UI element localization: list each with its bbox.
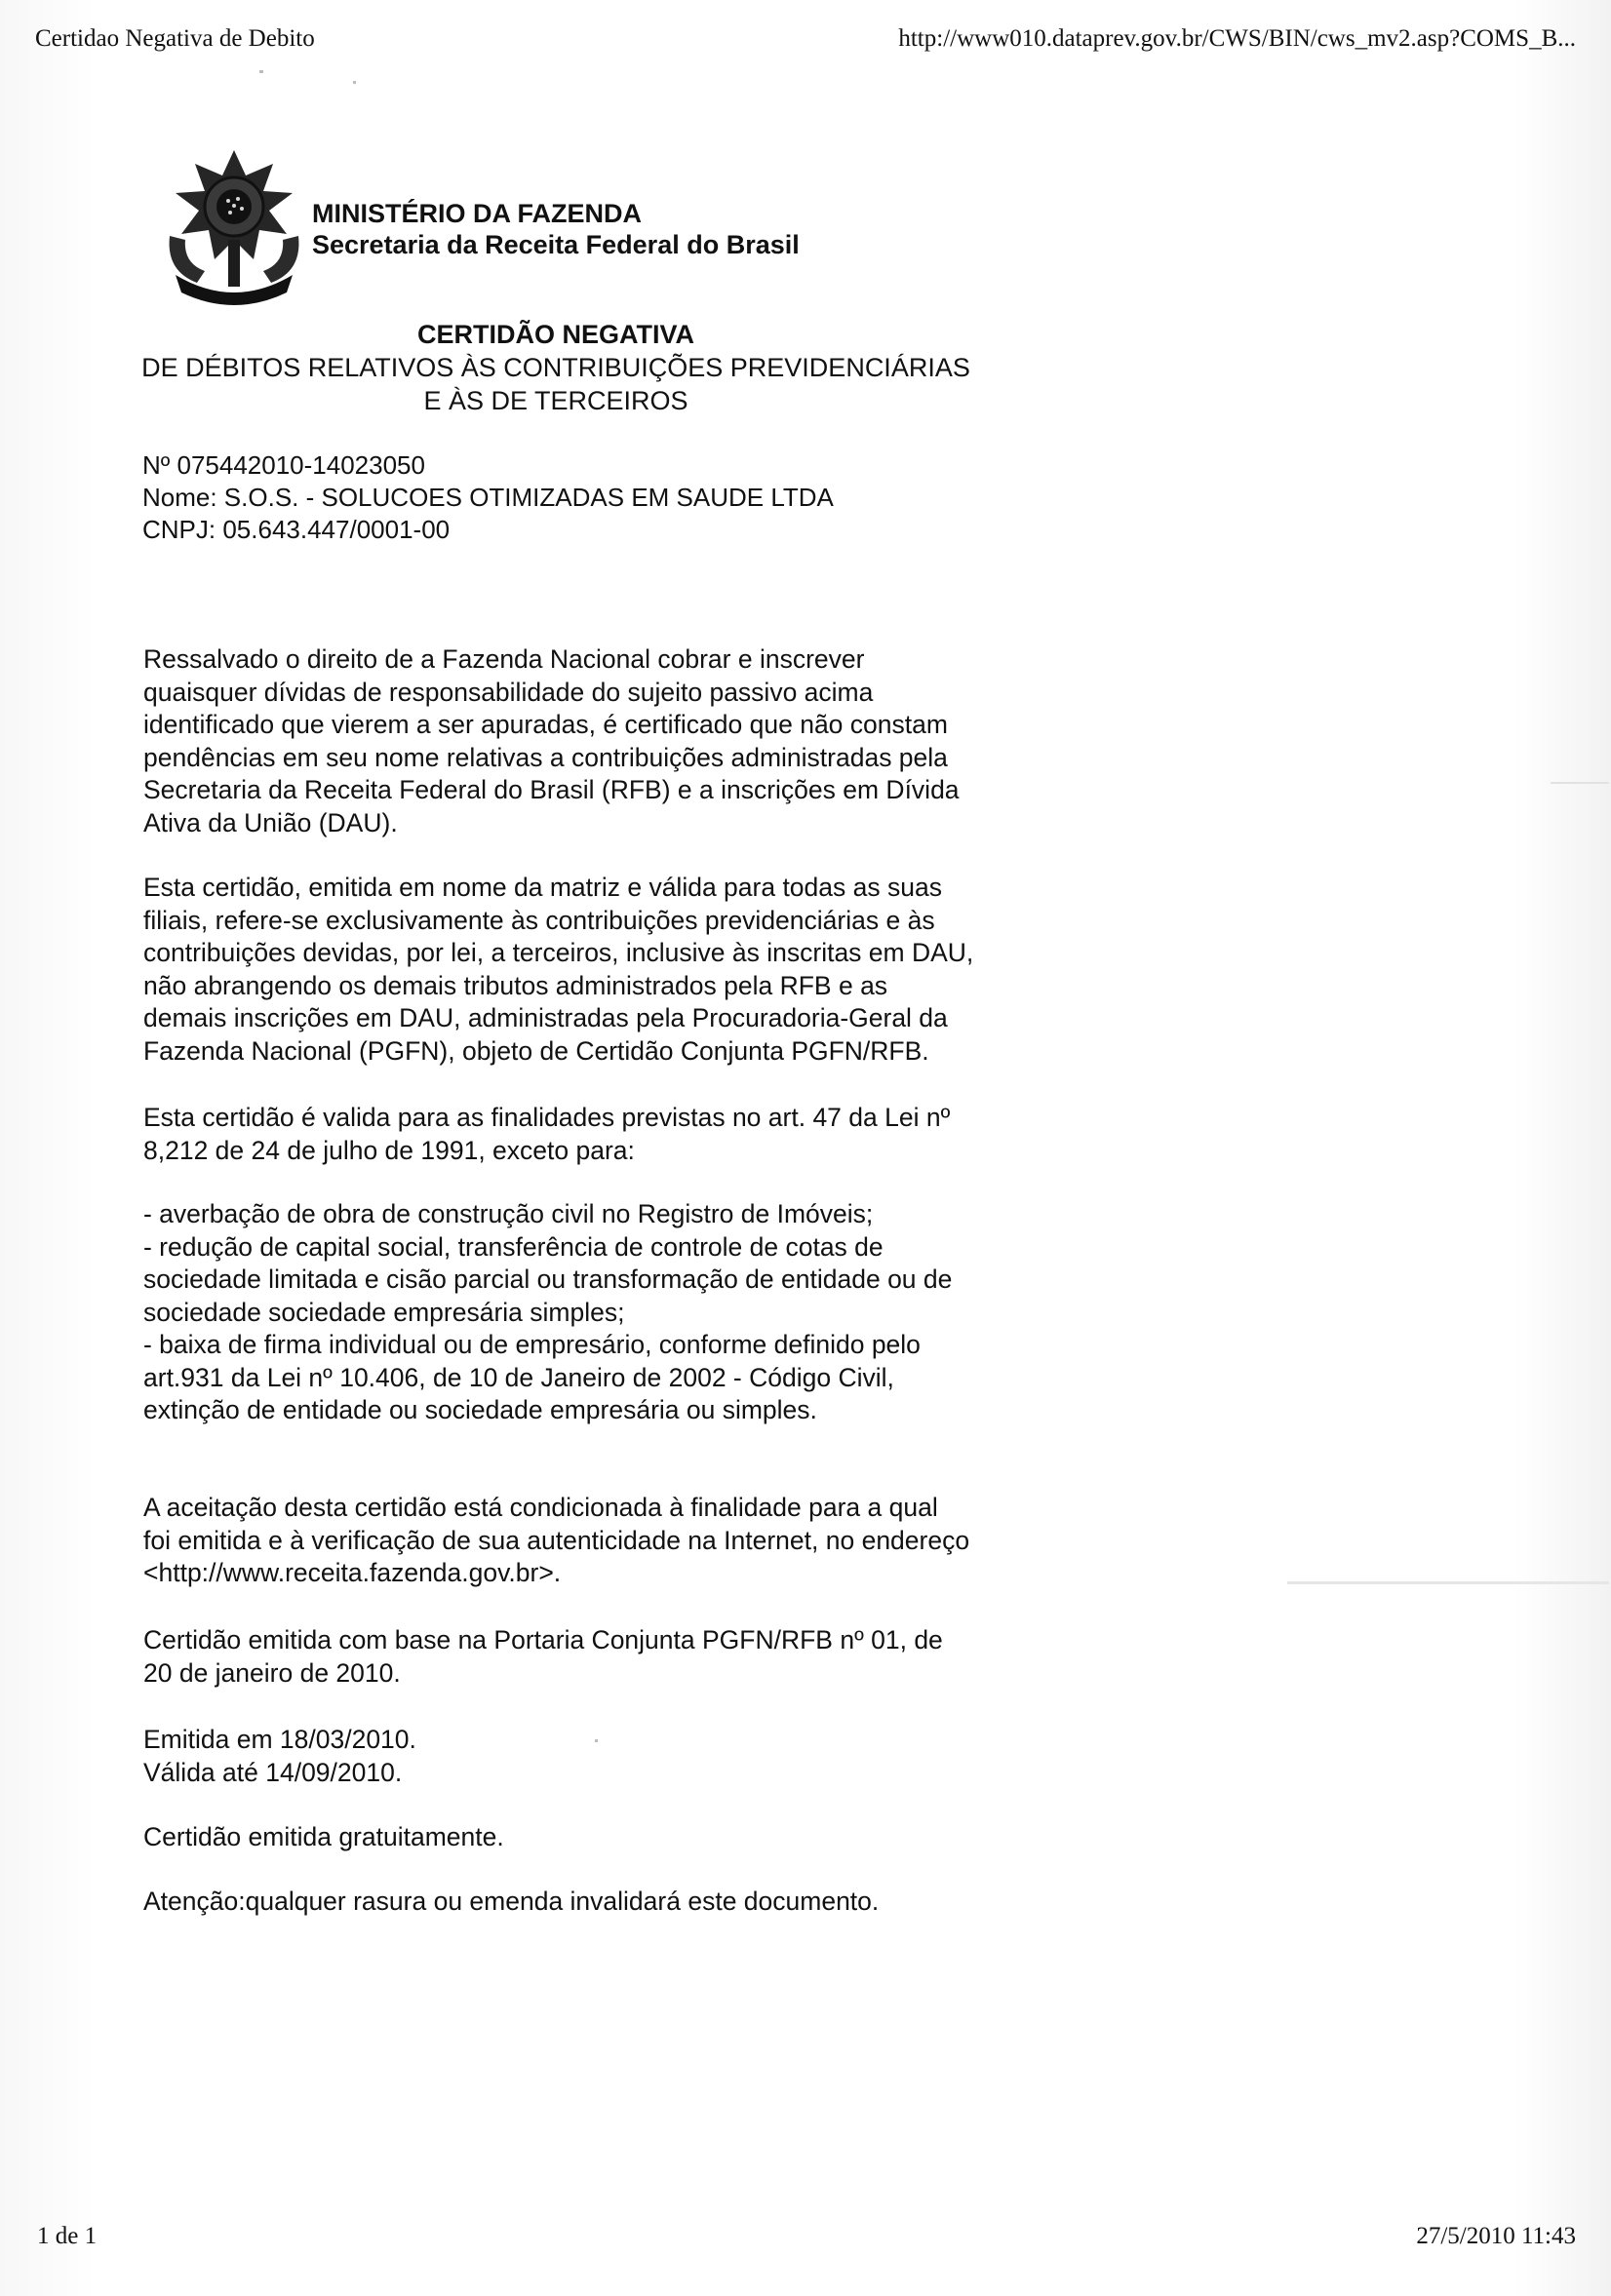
issue-dates <box>143 1724 1002 1789</box>
text-line: Esta certidão é valida para as finalidades previstas no art. 47 da Lei nº <box>143 1103 951 1132</box>
text-line: <http://www.receita.fazenda.gov.br>. <box>143 1558 562 1587</box>
scan-line <box>1287 1581 1609 1584</box>
text-line: Certidão emitida com base na Portaria Conjunta PGFN/RFB nº 01, de <box>143 1625 943 1654</box>
text-line: Esta certidão, emitida em nome da matriz e válida para todas as suas <box>143 873 942 902</box>
text-line: - averbação de obra de construção civil no Registro de Imóveis; <box>143 1199 874 1228</box>
text-line: filiais, refere-se exclusivamente às contribuições previdenciárias e às <box>143 905 935 935</box>
text-line: 8,212 de 24 de julho de 1991, exceto para: <box>143 1135 635 1165</box>
text-line: Fazenda Nacional (PGFN), objeto de Certidão Conjunta PGFN/RFB. <box>143 1035 929 1066</box>
text-line: 20 de janeiro de 2010. <box>143 1657 401 1688</box>
text-line: Secretaria da Receita Federal do Brasil (RFB) e a inscrições em Dívida <box>143 775 960 804</box>
certificate-title-block <box>137 318 975 417</box>
browser-page-title: Certidao Negativa de Debito <box>35 25 315 52</box>
text-line: demais inscrições em DAU, administradas pela Procuradoria-Geral da <box>143 1003 948 1032</box>
paragraph-scope <box>143 872 1002 1068</box>
text-line: identificado que vierem a ser apuradas, é certificado que não constam <box>143 710 948 739</box>
paragraph-authenticity <box>143 1492 1002 1590</box>
paragraph-ordinance <box>143 1624 1002 1690</box>
paragraph-exceptions <box>143 1198 1002 1427</box>
text-line: não abrangendo os demais tributos administrados pela RFB e as <box>143 970 888 1000</box>
text-line: contribuições devidas, por lei, a terceiros, inclusive às inscritas em DAU, <box>143 938 974 967</box>
text-line: pendências em seu nome relativas a contribuições administradas pela <box>143 742 948 772</box>
text-line: art.931 da Lei nº 10.406, de 10 de Janeiro de 2002 - Código Civil, <box>143 1362 894 1392</box>
issued-date: Emitida em 18/03/2010. <box>143 1725 416 1754</box>
text-line: A aceitação desta certidão está condicionada à finalidade para a qual <box>143 1493 938 1522</box>
text-line: sociedade limitada e cisão parcial ou transformação de entidade ou de <box>143 1265 953 1294</box>
scan-speck <box>353 81 356 84</box>
free-issue-note: Certidão emitida gratuitamente. <box>143 1822 504 1851</box>
certificate-number: Nº 075442010-14023050 <box>142 450 425 480</box>
browser-url: http://www010.dataprev.gov.br/CWS/BIN/cws_mv2.asp?COMS_B... <box>898 25 1576 52</box>
text-line: sociedade sociedade empresária simples; <box>143 1297 625 1327</box>
text-line: Ressalvado o direito de a Fazenda Nacional cobrar e inscrever <box>143 644 865 674</box>
text-line: quaisquer dívidas de responsabilidade do sujeito passivo acima <box>143 677 874 707</box>
ministry-name: MINISTÉRIO DA FAZENDA <box>312 199 643 228</box>
header-block <box>312 198 800 260</box>
holder-name: Nome: S.O.S. - SOLUCOES OTIMIZADAS EM SAUDE LTDA <box>142 483 834 512</box>
print-datetime: 27/5/2010 11:43 <box>1416 2223 1576 2249</box>
secretariat-name: Secretaria da Receita Federal do Brasil <box>312 230 800 259</box>
certificate-subtitle-line1: DE DÉBITOS RELATIVOS ÀS CONTRIBUIÇÕES PREVIDENCIÁRIAS <box>141 353 970 382</box>
valid-until-date: Válida até 14/09/2010. <box>143 1757 403 1787</box>
warning-note: Atenção:qualquer rasura ou emenda invalidará este documento. <box>143 1887 880 1916</box>
scan-line <box>1551 782 1609 784</box>
identification-block <box>142 449 834 546</box>
scan-speck <box>259 70 263 73</box>
brazil-coat-of-arms-icon <box>146 146 322 312</box>
text-line: foi emitida e à verificação de sua autenticidade na Internet, no endereço <box>143 1525 970 1555</box>
paragraph-reservation <box>143 643 1002 839</box>
paragraph-validity <box>143 1102 1002 1167</box>
certificate-subtitle-line2: E ÀS DE TERCEIROS <box>423 386 688 415</box>
holder-cnpj: CNPJ: 05.643.447/0001-00 <box>142 515 451 544</box>
text-line: extinção de entidade ou sociedade empresária ou simples. <box>143 1395 817 1424</box>
text-line: - redução de capital social, transferência de controle de cotas de <box>143 1231 884 1262</box>
text-line: - baixa de firma individual ou de empresário, conforme definido pelo <box>143 1330 921 1359</box>
certificate-title: CERTIDÃO NEGATIVA <box>416 320 694 349</box>
text-line: Ativa da União (DAU). <box>143 807 398 837</box>
page-number: 1 de 1 <box>37 2223 98 2249</box>
